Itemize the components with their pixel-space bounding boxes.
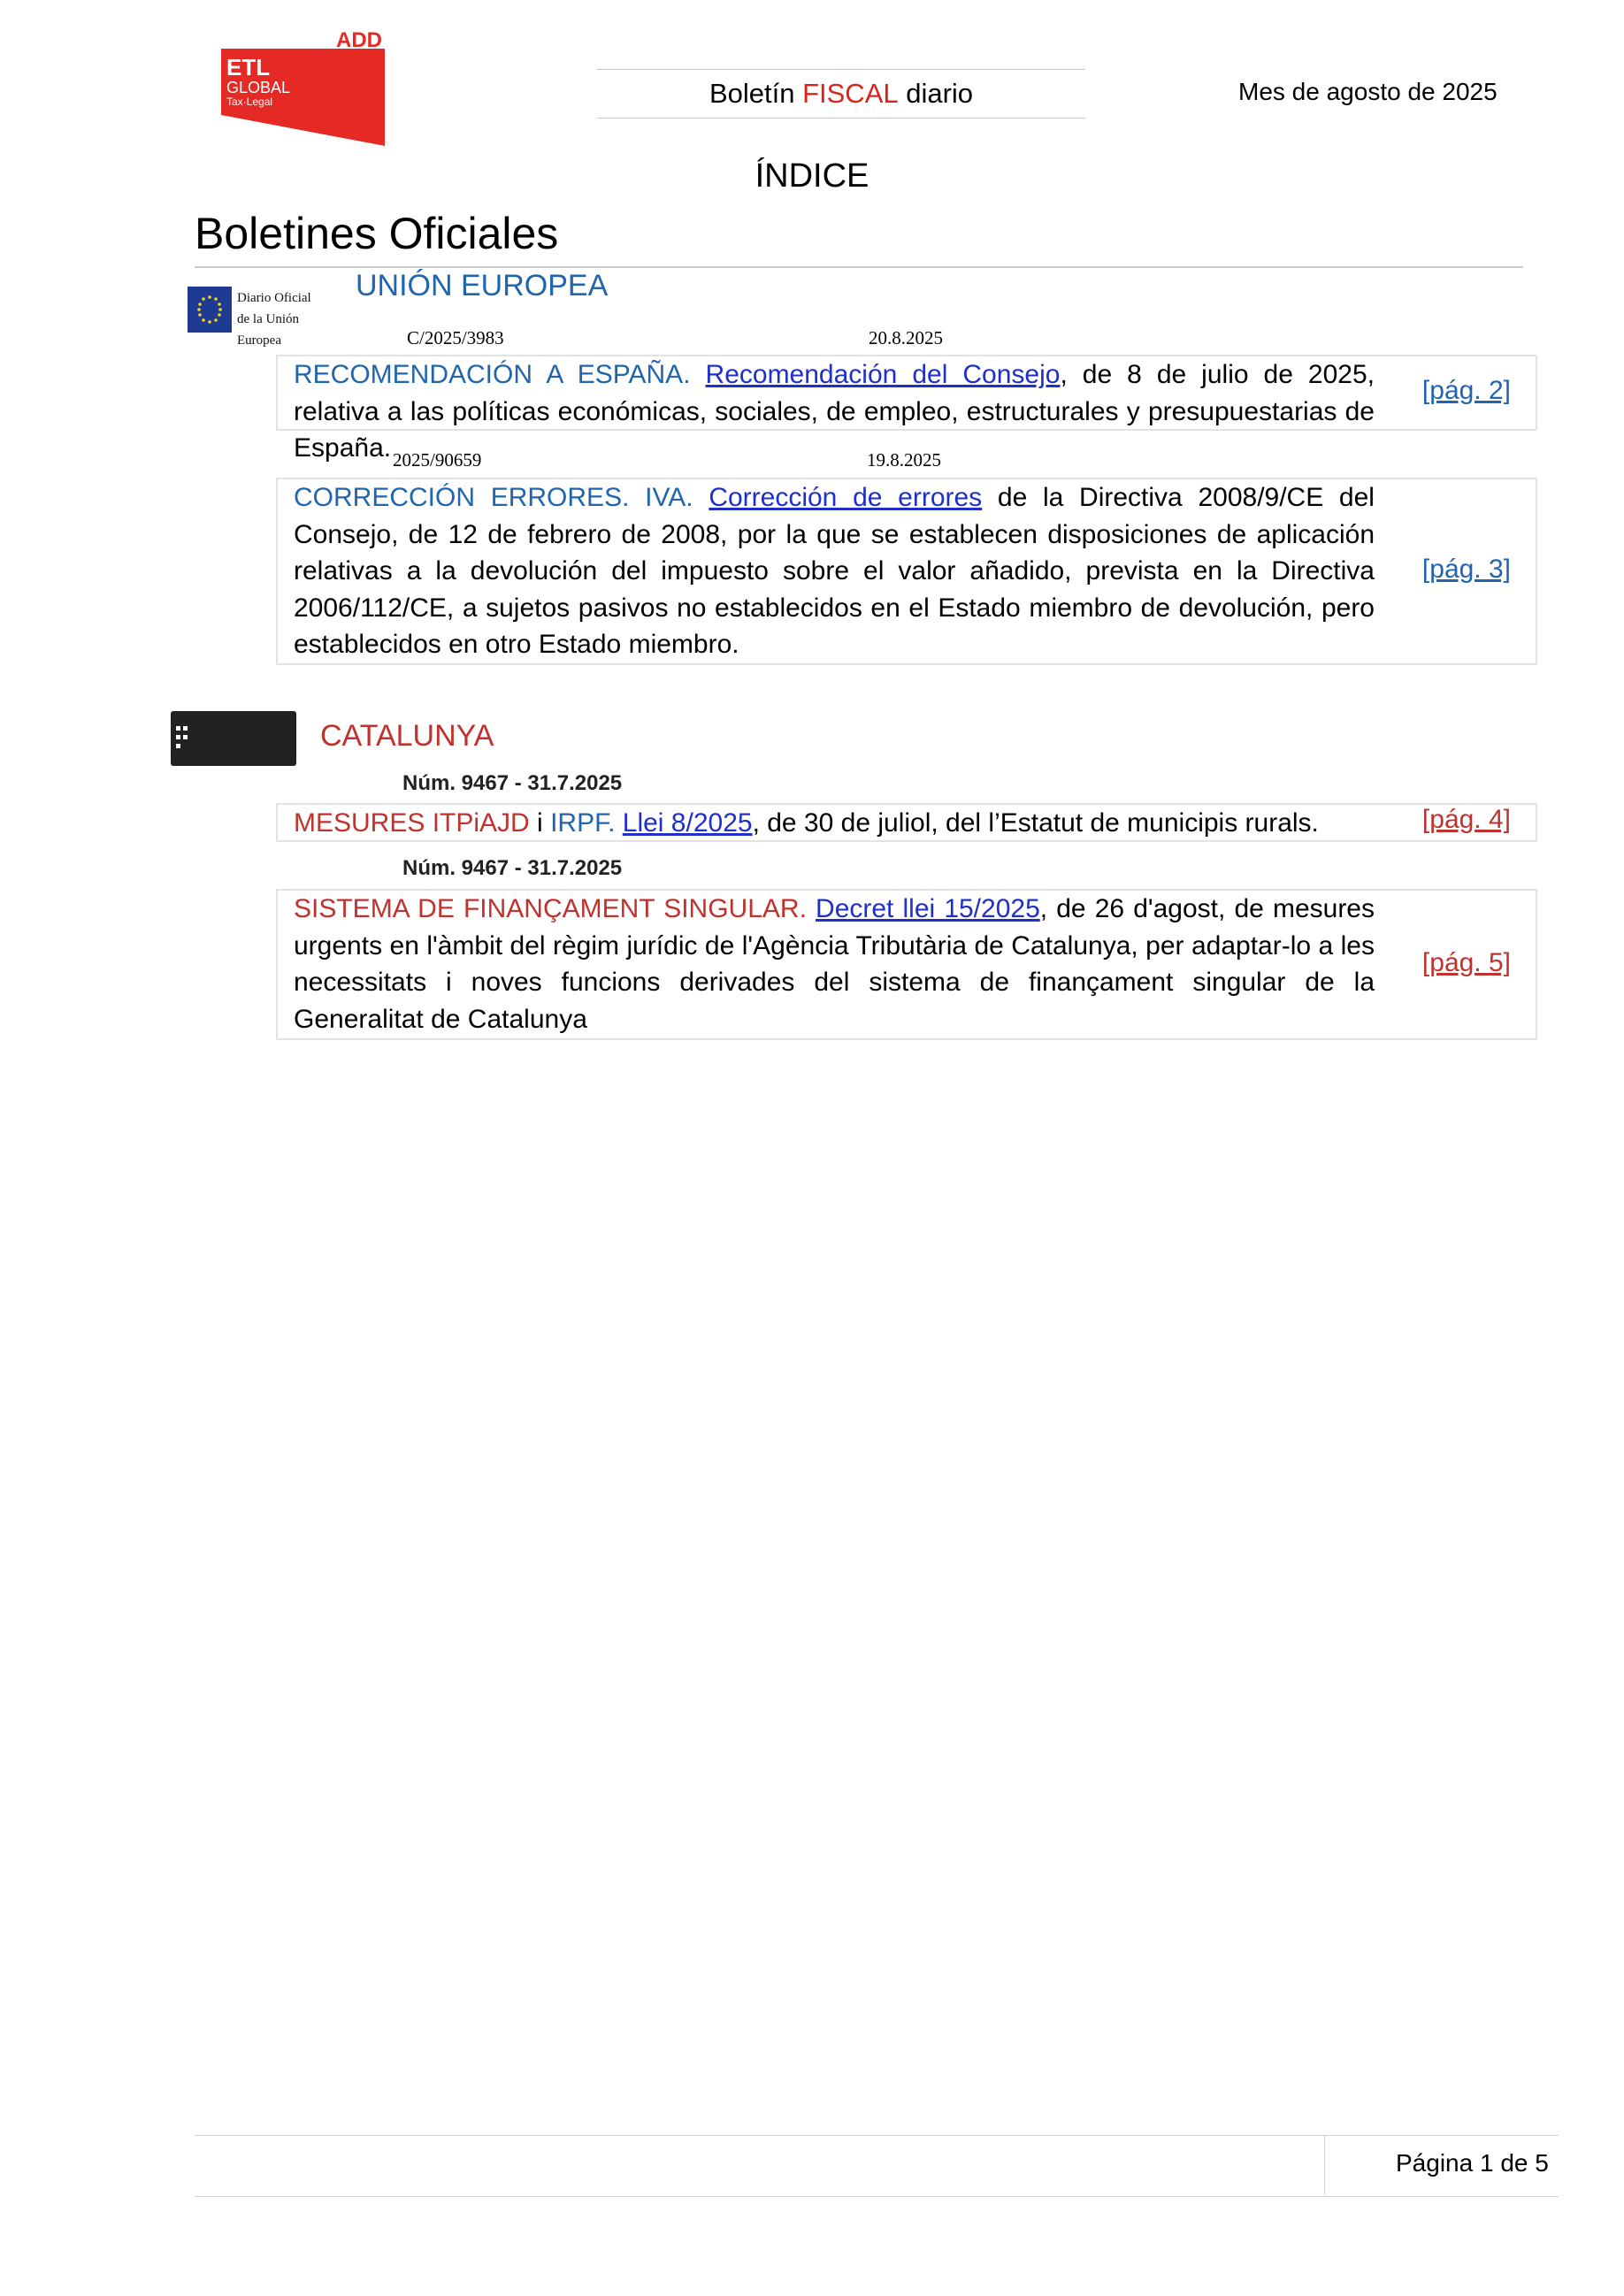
eu-item1-page-link[interactable]: [pág. 2] [1421, 376, 1511, 405]
eu-item1-label: RECOMENDACIÓN A ESPAÑA. [294, 360, 691, 389]
index-title: ÍNDICE [755, 157, 869, 195]
header-date: Mes de agosto de 2025 [1238, 78, 1498, 105]
cat-item1-page-link[interactable]: [pág. 4] [1421, 805, 1511, 834]
eu-official-journal-logo [188, 285, 329, 348]
eu-item2-page-link[interactable]: [pág. 3] [1421, 555, 1511, 584]
eu-item1-ref: C/2025/3983 [407, 327, 504, 348]
cat-item2-ref: Núm. 9467 - 31.7.2025 [402, 856, 623, 880]
cat-item1-label-dot: . [608, 808, 616, 838]
cat-item2-page-link[interactable]: [pág. 5] [1421, 948, 1511, 977]
eu-item2-ref: 2025/90659 [393, 449, 482, 471]
logo-add-text: ADD [336, 31, 382, 52]
region-cat-heading: CATALUNYA [320, 719, 494, 753]
cat-item1-label-sep: i [529, 808, 551, 838]
logo-global-text: GLOBAL [226, 79, 291, 96]
etl-global-logo [221, 31, 385, 146]
title-fiscal: FISCAL [802, 78, 899, 109]
cat-item1-link[interactable]: Llei 8/2025 [622, 808, 753, 838]
eu-item2-date: 19.8.2025 [867, 449, 941, 471]
eu-logo-line1: Diario Oficial [237, 291, 311, 305]
section-title: Boletines Oficiales [195, 209, 559, 258]
cat-item1-desc: , de 30 de juliol, del l’Estatut de municipis rurals. [752, 808, 1319, 838]
title-post: diario [898, 78, 974, 109]
bulletin-title [597, 69, 1085, 119]
cat-item2-label: SISTEMA DE FINANÇAMENT SINGULAR. [294, 894, 807, 923]
title-pre: Boletín [709, 78, 803, 109]
gencat-dots-icon [176, 711, 190, 766]
section-divider [195, 266, 1523, 268]
eu-item2-desc: de la Directiva 2008/9/CE del Consejo, de 12 de febrero de 2008, por la que se establecen disposiciones de aplicación relativas a la devolución del impuesto sobre el valor añadido, prevista en la Directiva 2006/112/CE, a sujetos pasivos no establecidos en el Estado miembro de devolución, pero establecidos en otro Estado miembro. [294, 483, 1375, 659]
cat-item2-text [294, 891, 1375, 1037]
cat-item1-label-a: MESURES ITPiAJD [294, 808, 530, 838]
logo-etl-text: ETL [226, 54, 271, 80]
cat-item2-desc: , de 26 d'agost, de mesures urgents en l'àmbit del règim jurídic de l'Agència Tributària de Catalunya, per adaptar-lo a les necessitats i noves funcions derivades del sistema de finançament singular de la Generalitat de Catalunya [294, 894, 1375, 1034]
gencat-logo-text: gencat [171, 771, 291, 815]
eu-item2-text [294, 479, 1375, 663]
cat-item2-box [276, 889, 1537, 1040]
eu-item2-link[interactable]: Corrección de errores [709, 483, 983, 512]
footer-separator [1324, 2135, 1325, 2195]
page-footer [195, 2135, 1559, 2197]
cat-item1-label-b: IRPF [550, 808, 609, 838]
eu-flag-icon [188, 287, 232, 333]
cat-item1-text [294, 805, 1375, 842]
cat-item2-link[interactable]: Decret llei 15/2025 [816, 894, 1040, 923]
logo-tagline-text: Tax·Legal [226, 96, 273, 108]
region-eu-heading: UNIÓN EUROPEA [356, 269, 609, 302]
eu-item1-link[interactable]: Recomendación del Consejo [705, 360, 1061, 389]
page-number: Página 1 de 5 [1396, 2149, 1549, 2177]
eu-logo-line2: de la Unión Europea [237, 312, 299, 348]
eu-item1-desc: , de 8 de julio de 2025, relativa a las políticas económicas, sociales, de empleo, estructurales y presupuestarias de España. [294, 360, 1375, 463]
eu-item2-label: CORRECCIÓN ERRORES. IVA. [294, 483, 693, 512]
eu-item2-box [276, 478, 1537, 665]
eu-item1-date: 20.8.2025 [869, 327, 943, 348]
cat-item1-ref: Núm. 9467 - 31.7.2025 [402, 771, 623, 795]
gencat-logo [171, 711, 296, 815]
cat-item1-box [276, 803, 1537, 842]
